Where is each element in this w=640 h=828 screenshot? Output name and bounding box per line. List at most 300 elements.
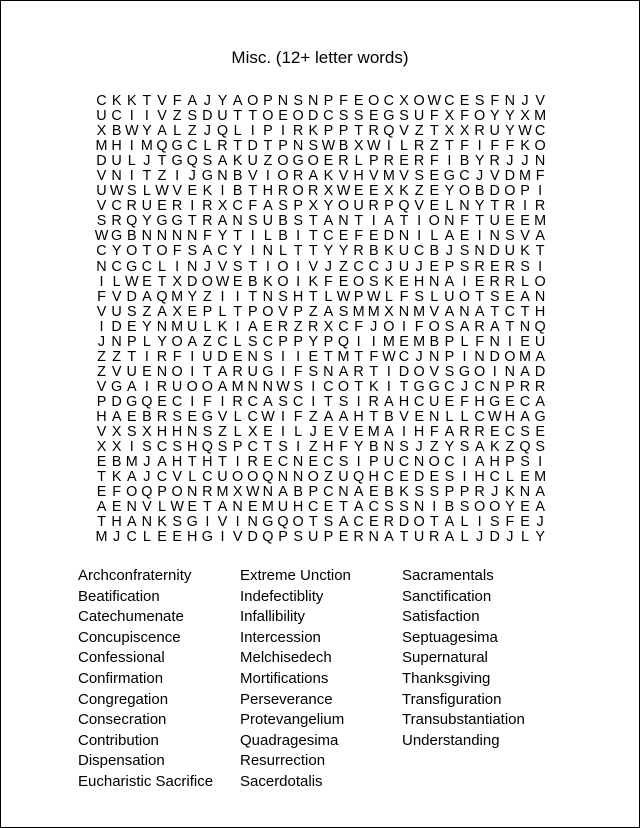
grid-letter: X [247,424,258,441]
grid-letter: C [202,469,213,486]
grid-letter: V [429,363,440,380]
grid-letter: V [157,108,167,125]
grid-letter: I [144,378,149,395]
grid-letter: E [505,393,515,410]
grid-letter: C [292,393,304,410]
grid-letter: R [111,213,122,230]
grid-letter: C [413,393,425,410]
grid-row [94,169,548,184]
grid-letter: A [247,318,258,335]
grid-letter: F [505,514,515,531]
grid-letter: D [398,363,410,380]
grid-letter: J [143,153,151,170]
grid-letter: I [235,318,240,335]
grid-letter: H [156,424,168,441]
grid-letter: W [518,123,532,140]
grid-letter: I [190,198,195,215]
grid-letter: I [296,439,301,456]
grid-letter: Z [172,108,182,125]
grid-letter: Y [489,108,500,125]
grid-letter: U [96,108,107,125]
grid-letter: Z [308,303,318,320]
grid-letter: R [247,454,258,471]
grid-letter: M [413,303,426,320]
grid-letter: Z [157,168,167,185]
grid-letter: N [247,378,258,395]
grid-letter: I [235,454,240,471]
grid-letter: O [337,198,350,215]
grid-letter: R [156,378,168,395]
grid-letter: F [460,108,469,125]
grid-letter: X [96,123,107,140]
grid-letter: S [293,378,303,395]
grid-letter: F [293,408,303,425]
grid-letter: Q [262,469,274,486]
grid-letter: T [187,454,197,471]
grid-letter: T [535,243,545,260]
grid-letter: J [113,529,121,546]
grid-letter: S [187,243,198,260]
grid-letter: C [504,424,516,441]
grid-letter: G [383,108,395,125]
grid-letter: N [141,514,153,531]
grid-letter: I [144,108,149,125]
grid-letter: J [309,424,317,441]
grid-letter: S [172,514,182,531]
grid-letter: V [142,499,152,516]
grid-letter: A [353,484,364,501]
grid-letter: R [353,363,364,380]
grid-letter: A [444,529,455,546]
grid-letter: A [384,424,394,441]
grid-letter: N [187,228,198,245]
grid-letter: N [96,258,107,275]
grid-letter: P [353,288,364,305]
grid-letter: G [458,363,471,380]
grid-letter: E [535,424,545,441]
grid-row [94,500,548,515]
grid-letter: M [216,484,229,501]
grid-letter: N [308,93,319,109]
grid-letter: P [293,333,303,350]
grid-letter: E [444,393,455,410]
grid-row [94,229,548,244]
grid-letter: Y [474,153,485,170]
grid-letter: C [217,333,228,350]
grid-letter: N [429,408,440,425]
grid-letter: Z [414,123,424,140]
grid-letter: Y [505,108,515,125]
grid-letter: M [367,424,380,441]
grid-letter: U [398,243,410,260]
grid-letter: K [308,273,319,290]
grid-letter: Q [277,514,289,531]
grid-letter: E [96,454,107,471]
grid-letter: L [384,288,393,305]
grid-letter: A [474,454,485,471]
grid-letter: J [476,529,484,546]
grid-letter: U [489,123,500,140]
grid-letter: C [519,393,531,410]
grid-letter: M [519,348,531,365]
grid-letter: T [97,514,106,531]
grid-letter: E [474,273,485,290]
grid-letter: N [111,168,122,185]
grid-letter: J [521,153,529,170]
grid-letter: X [111,439,122,456]
grid-letter: C [444,93,455,109]
grid-letter: H [534,303,546,320]
grid-letter: X [142,424,152,441]
grid-letter: C [413,243,425,260]
grid-row [94,290,548,305]
grid-letter: C [323,378,334,395]
grid-row [94,260,548,275]
grid-letter: T [248,108,258,125]
grid-letter: G [201,408,213,425]
grid-letter: A [474,303,485,320]
grid-letter: J [385,258,393,275]
grid-letter: M [413,333,426,350]
grid-letter: L [188,469,197,486]
grid-letter: S [172,408,182,425]
grid-letter: R [232,393,243,410]
grid-letter: S [368,273,379,290]
grid-letter: U [429,393,440,410]
grid-letter: Y [444,439,455,456]
grid-letter: E [399,153,409,170]
grid-letter: D [398,514,410,531]
grid-letter: S [202,153,213,170]
grid-letter: N [187,258,198,275]
grid-letter: W [109,183,124,200]
grid-letter: E [187,303,198,320]
grid-letter: R [489,273,500,290]
grid-letter: S [293,213,303,230]
grid-letter: P [323,333,334,350]
grid-letter: C [141,258,153,275]
grid-letter: N [217,168,228,185]
grid-letter: M [534,469,547,486]
grid-letter: O [277,273,289,290]
grid-row [94,350,548,365]
grid-letter: A [111,408,122,425]
grid-letter: V [96,424,107,441]
grid-letter: S [399,439,409,456]
grid-letter: B [474,183,485,200]
grid-letter: T [354,213,364,230]
grid-letter: I [129,439,134,456]
grid-letter: A [520,288,530,305]
word-item: Resurrection [240,752,326,770]
grid-letter: L [430,288,439,305]
grid-letter: E [399,273,409,290]
grid-letter: K [126,93,137,109]
grid-letter: S [338,454,349,471]
grid-letter: V [414,198,424,215]
grid-letter: E [172,529,182,546]
grid-letter: I [371,333,376,350]
grid-letter: Y [505,499,515,516]
grid-letter: I [190,393,195,410]
grid-letter: K [384,243,394,260]
grid-letter: I [175,258,180,275]
grid-letter: Y [308,333,319,350]
word-item: Archconfraternity [78,567,192,584]
grid-letter: M [382,333,395,350]
grid-letter: F [429,424,439,441]
grid-letter: F [505,138,515,155]
grid-letter: L [460,333,469,350]
grid-letter: A [535,484,545,501]
grid-letter: N [504,93,516,109]
grid-letter: S [278,198,288,215]
grid-letter: S [232,258,243,275]
grid-row [94,455,548,470]
grid-letter: Y [142,123,152,140]
grid-letter: F [460,213,469,230]
word-item: Supernatural [402,649,488,667]
grid-letter: S [489,514,500,531]
grid-letter: N [156,228,168,245]
grid-letter: T [233,303,243,320]
grid-letter: V [399,168,409,185]
grid-letter: O [474,499,486,516]
grid-letter: Y [217,93,228,109]
grid-letter: E [338,273,349,290]
grid-row [94,199,548,214]
grid-letter: G [201,529,213,546]
grid-letter: M [337,348,350,365]
grid-letter: E [353,93,364,109]
grid-letter: K [263,273,273,290]
grid-letter: E [96,484,107,501]
grid-letter: I [235,514,240,531]
grid-letter: T [369,363,379,380]
grid-letter: T [218,454,227,471]
grid-letter: T [142,93,152,109]
grid-row [94,214,548,229]
grid-letter: Y [157,333,167,350]
grid-letter: Z [202,288,212,305]
grid-letter: I [356,393,361,410]
grid-letter: E [505,288,515,305]
grid-letter: K [399,484,409,501]
grid-letter: S [293,93,303,109]
grid-row [94,244,548,259]
grid-letter: Y [323,243,334,260]
grid-letter: O [292,108,304,125]
grid-letter: I [205,514,210,531]
grid-letter: H [111,138,122,155]
grid-letter: D [247,138,258,155]
grid-letter: D [504,168,516,185]
letter-grid [94,94,548,545]
grid-letter: T [429,123,439,140]
grid-letter: O [428,318,440,335]
grid-letter: C [126,529,137,546]
grid-letter: O [458,183,471,200]
grid-letter: G [126,393,138,410]
grid-letter: E [520,333,530,350]
grid-letter: A [157,123,167,140]
grid-letter: R [353,243,364,260]
grid-letter: Q [156,288,168,305]
grid-letter: F [339,93,348,109]
grid-letter: T [399,529,409,546]
grid-letter: U [383,454,395,471]
grid-letter: C [111,258,122,275]
grid-letter: M [352,303,365,320]
grid-letter: F [490,138,500,155]
grid-letter: E [323,499,334,516]
grid-letter: S [96,213,107,230]
grid-letter: O [413,93,425,109]
grid-letter: B [111,123,122,140]
grid-letter: P [126,333,137,350]
grid-letter: G [292,153,304,170]
grid-letter: G [111,228,123,245]
grid-letter: W [124,273,139,290]
grid-letter: Q [519,439,531,456]
grid-letter: A [232,93,243,109]
grid-letter: F [112,484,122,501]
grid-letter: Z [429,138,439,155]
grid-letter: E [368,228,379,245]
grid-letter: N [489,378,500,395]
grid-letter: T [308,228,318,245]
grid-letter: Z [97,348,106,365]
grid-letter: B [247,273,258,290]
grid-letter: R [292,123,304,140]
grid-letter: Y [474,198,485,215]
grid-letter: D [111,318,122,335]
grid-letter: O [504,348,516,365]
grid-letter: T [354,123,364,140]
grid-letter: A [535,393,545,410]
grid-letter: V [217,408,228,425]
grid-letter: A [308,168,319,185]
grid-letter: I [538,183,543,200]
grid-letter: P [157,484,167,501]
grid-letter: A [489,318,500,335]
grid-letter: X [323,183,334,200]
grid-letter: U [398,258,410,275]
grid-letter: I [281,123,285,140]
word-item: Indefectiblity [240,587,324,605]
grid-letter: V [278,303,288,320]
grid-letter: C [383,93,395,109]
grid-letter: L [324,288,333,305]
grid-letter: C [96,93,107,109]
grid-letter: T [233,138,243,155]
grid-letter: U [444,288,455,305]
grid-letter: E [368,183,379,200]
grid-letter: L [263,228,272,245]
grid-letter: K [489,439,500,456]
grid-letter: K [505,484,515,501]
grid-letter: F [460,393,469,410]
grid-letter: W [487,408,502,425]
grid-letter: K [202,183,213,200]
grid-letter: L [142,333,151,350]
grid-letter: T [308,288,318,305]
grid-letter: G [428,378,440,395]
grid-letter: I [281,408,285,425]
grid-letter: S [338,393,349,410]
grid-letter: X [323,318,334,335]
grid-letter: C [232,198,243,215]
grid-letter: R [308,318,319,335]
grid-letter: T [142,168,152,185]
grid-letter: E [429,258,440,275]
grid-letter: B [338,138,349,155]
grid-letter: X [232,484,243,501]
grid-letter: E [459,93,470,109]
grid-letter: I [250,243,255,260]
grid-letter: C [368,258,379,275]
grid-letter: R [368,123,379,140]
grid-letter: L [233,424,242,441]
grid-letter: U [111,303,122,320]
grid-letter: I [432,499,437,516]
grid-letter: O [489,499,501,516]
grid-letter: X [172,303,182,320]
grid-letter: P [368,454,379,471]
grid-letter: P [444,258,455,275]
grid-letter: U [504,243,516,260]
grid-letter: N [292,454,304,471]
grid-letter: P [444,348,455,365]
grid-letter: E [520,469,530,486]
grid-row [94,139,548,154]
grid-letter: H [398,393,410,410]
grid-letter: L [278,243,287,260]
grid-letter: T [399,378,409,395]
grid-letter: Y [505,123,515,140]
grid-letter: F [535,168,545,185]
grid-letter: J [324,258,332,275]
grid-letter: X [111,424,122,441]
grid-letter: L [460,408,469,425]
grid-letter: E [126,318,137,335]
grid-letter: Z [323,469,333,486]
grid-letter: B [444,499,455,516]
grid-letter: S [187,108,198,125]
grid-letter: P [444,484,455,501]
grid-letter: A [535,499,545,516]
grid-letter: A [187,93,198,109]
grid-letter: B [126,228,137,245]
grid-letter: Y [323,198,334,215]
grid-letter: L [445,198,454,215]
grid-letter: S [142,439,152,456]
grid-letter: V [217,514,228,531]
grid-letter: T [308,243,318,260]
grid-letter: P [338,123,349,140]
grid-letter: O [201,273,213,290]
word-item: Sanctification [402,587,492,605]
grid-letter: L [142,183,151,200]
grid-letter: T [490,303,500,320]
grid-letter: S [414,168,424,185]
grid-letter: L [354,153,363,170]
grid-letter: N [262,484,274,501]
grid-letter: Q [141,484,153,501]
grid-letter: O [186,378,198,395]
grid-letter: R [459,424,470,441]
grid-letter: A [202,243,213,260]
